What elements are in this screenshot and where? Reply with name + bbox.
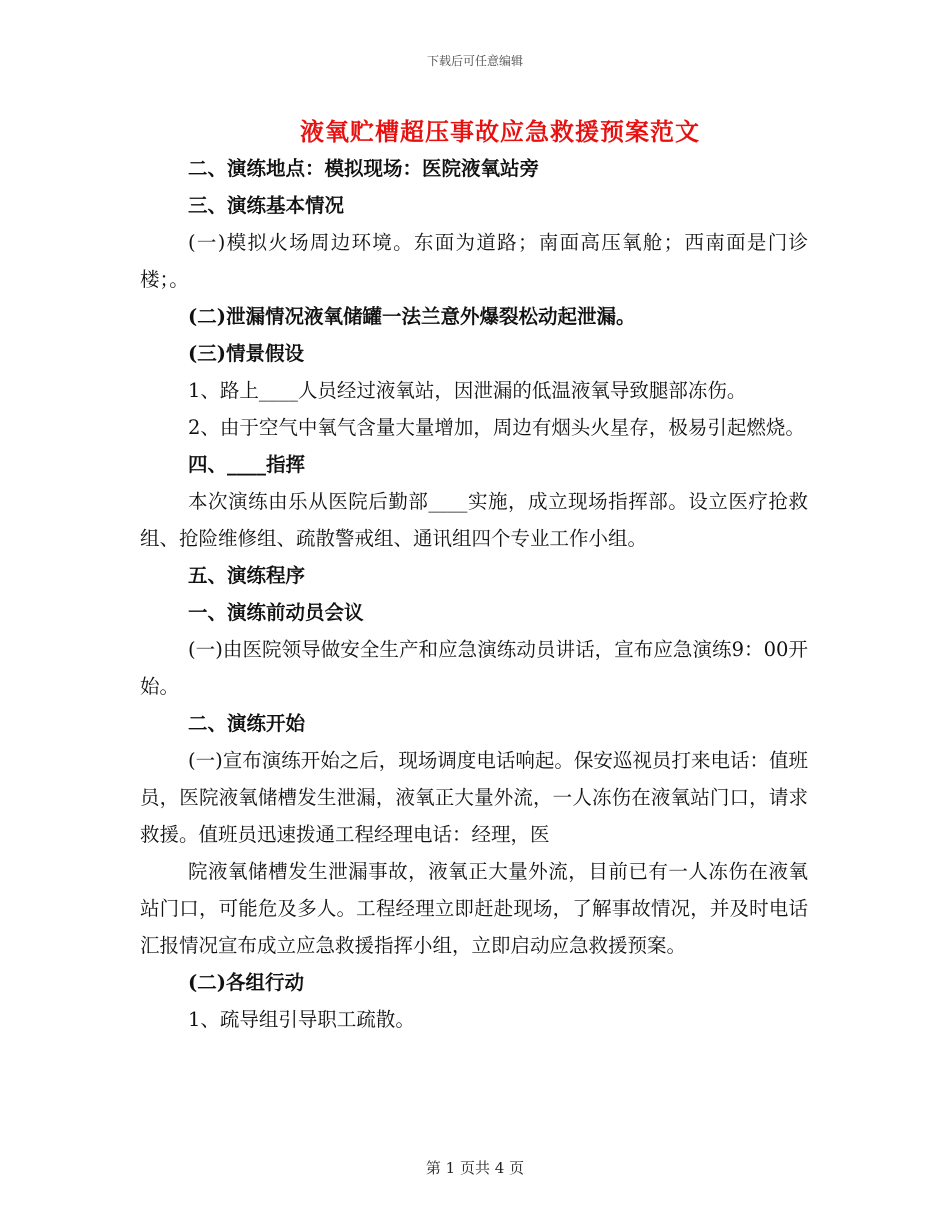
- subheading-group-actions: (二)各组行动: [188, 971, 304, 994]
- section-heading-start: 二、演练开始: [188, 712, 306, 735]
- paragraph-evacuation: 1、疏导组引导职工疏散。: [188, 1008, 415, 1031]
- page-header-note: 下载后可任意编辑: [426, 54, 523, 68]
- paragraph-start-2: 院液氧储槽发生泄漏事故，液氧正大量外流，目前已有一人冻伤在液氧站门口，可能危及多人。工程经理立即赶赴现场，了解事故情况，并及时电话汇报情况宣布成立应急救援指挥小组，立即启动应急救援预案。: [140, 860, 808, 957]
- section-heading-location: 二、演练地点：模拟现场：医院液氧站旁: [188, 157, 540, 180]
- section-heading-meeting: 一、演练前动员会议: [188, 601, 364, 624]
- section-heading-basic-info: 三、演练基本情况: [188, 194, 345, 217]
- section-heading-command: 四、____指挥: [188, 453, 306, 476]
- paragraph-scenario-2: 2、由于空气中氧气含量大量增加，周边有烟头火星存，极易引起燃烧。: [188, 416, 805, 439]
- paragraph-command: 本次演练由乐从医院后勤部____实施，成立现场指挥部。设立医疗抢救组、抢险维修组、疏散警戒组、通讯组四个专业工作小组。: [140, 490, 808, 550]
- paragraph-start-1: (一)宣布演练开始之后，现场调度电话响起。保安巡视员打来电话：值班员，医院液氧储槽发生泄漏，液氧正大量外流，一人冻伤在液氧站门口，请求救援。值班员迅速拨通工程经理电话：经理，医: [140, 749, 808, 846]
- paragraph-scenario-1: 1、路上____人员经过液氧站，因泄漏的低温液氧导致腿部冻伤。: [188, 379, 747, 402]
- section-heading-procedure: 五、演练程序: [188, 564, 306, 587]
- document-body: [140, 150, 808, 1038]
- subheading-leak-situation: (二)泄漏情况液氧储罐一法兰意外爆裂松动起泄漏。: [188, 305, 636, 328]
- document-title: 液氧贮槽超压事故应急救援预案范文: [300, 117, 700, 146]
- paragraph-surroundings: (一)模拟火场周边环境。东面为道路；南面高压氧舱；西南面是门诊楼；。: [140, 231, 808, 291]
- page-footer-number: 第 1 页共 4 页: [425, 1159, 525, 1177]
- paragraph-meeting: (一)由医院领导做安全生产和应急演练动员讲话，宣布应急演练9：00开始。: [140, 638, 808, 698]
- subheading-scenario: (三)情景假设: [188, 342, 304, 365]
